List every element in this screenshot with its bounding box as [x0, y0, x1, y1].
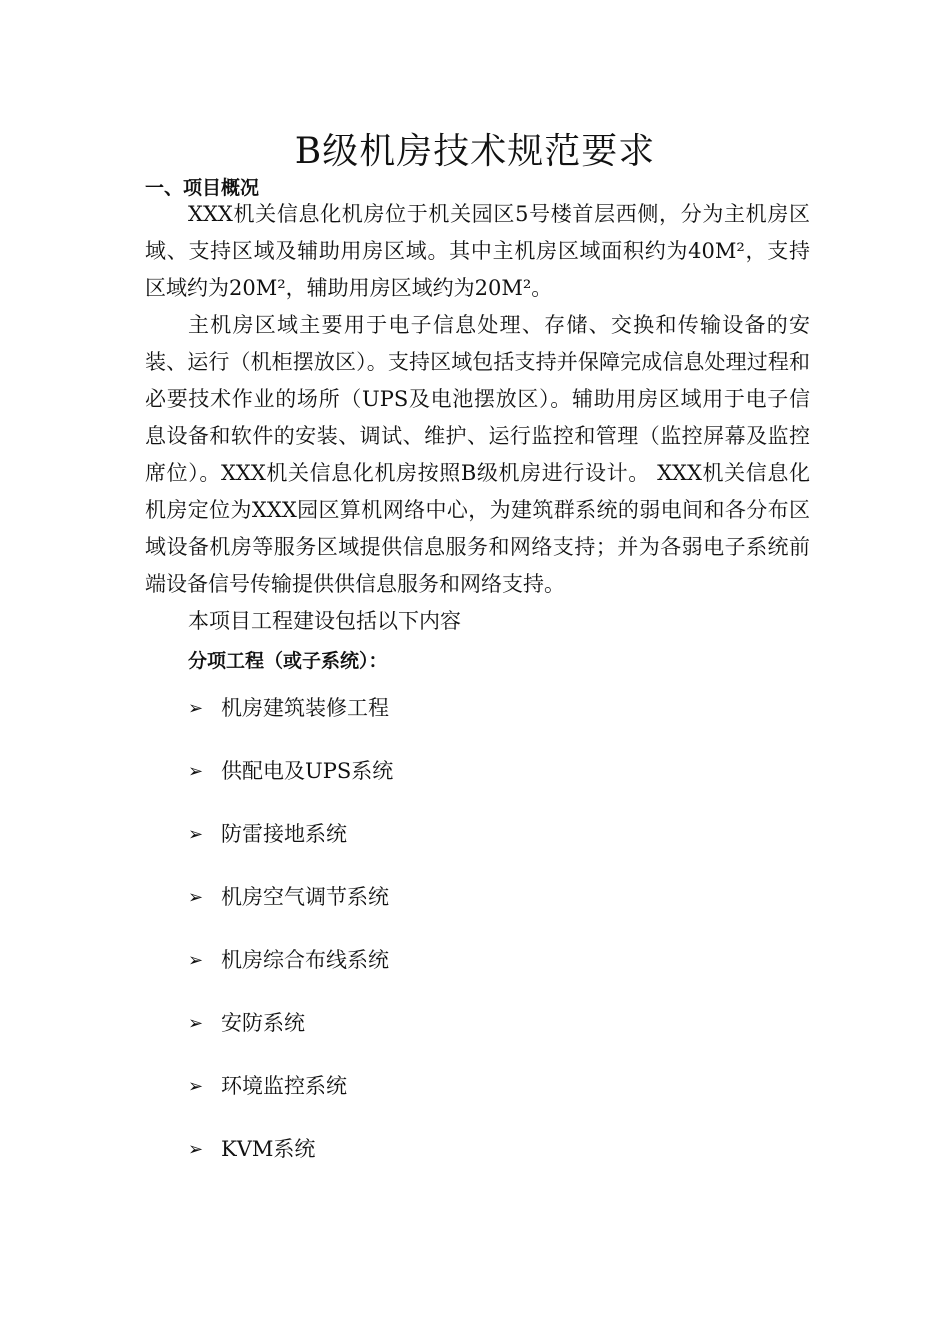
list-item-label: 环境监控系统: [221, 1074, 347, 1098]
list-item: [188, 753, 393, 816]
paragraph-areas: 主机房区域主要用于电子信息处理、存储、交换和传输设备的安装、运行（机柜摆放区）。支持区域包括支持并保障完成信息处理过程和必要技术作业的场所（UPS及电池摆放区）。辅助用房区域用于电子信息设备和软件的安装、调试、维护、运行监控和管理（监控屏幕及监控席位）。XXX机关信息化机房按照B级机房进行设计。 XXX机关信息化机房定位为XXX园区算机网络中心，为建筑群系统的弱电间和各分布区域设备机房等服务区域提供信息服务和网络支持；并为各弱电子系统前端设备信号传输提供供信息服务和网络支持。: [145, 313, 810, 596]
arrow-bullet-icon: ➢: [188, 950, 204, 971]
paragraph-scope: 本项目工程建设包括以下内容: [188, 609, 461, 633]
list-item-label: 安防系统: [221, 1011, 305, 1035]
list-item: [188, 1005, 393, 1068]
list-item-label: 防雷接地系统: [221, 822, 347, 846]
list-item: [188, 690, 393, 753]
list-item: [188, 1068, 393, 1131]
arrow-bullet-icon: ➢: [188, 1013, 204, 1034]
arrow-bullet-icon: ➢: [188, 887, 204, 908]
list-item-label: 机房空气调节系统: [221, 885, 389, 909]
list-item: [188, 879, 393, 942]
arrow-bullet-icon: ➢: [188, 1076, 204, 1097]
list-item-label: KVM系统: [221, 1137, 316, 1161]
arrow-bullet-icon: ➢: [188, 761, 204, 782]
list-item-label: 机房综合布线系统: [221, 948, 389, 972]
list-item: [188, 816, 393, 879]
section-heading: 一、项目概况: [145, 177, 260, 199]
sub-heading: 分项工程（或子系统）：: [188, 650, 388, 672]
list-item-label: 机房建筑装修工程: [221, 696, 389, 720]
paragraph-overview: XXX机关信息化机房位于机关园区5号楼首层西侧，分为主机房区域、支持区域及辅助用房区域。其中主机房区域面积约为40M²，支持区域约为20M²，辅助用房区域约为20M²。: [145, 202, 810, 300]
arrow-bullet-icon: ➢: [188, 824, 204, 845]
arrow-bullet-icon: ➢: [188, 698, 204, 719]
list-item-label: 供配电及UPS系统: [221, 759, 394, 783]
list-item: [188, 942, 393, 1005]
list-item: [188, 1131, 393, 1194]
subsystem-list: [188, 690, 393, 1194]
page-title: B级机房技术规范要求: [294, 131, 656, 172]
arrow-bullet-icon: ➢: [188, 1139, 204, 1160]
